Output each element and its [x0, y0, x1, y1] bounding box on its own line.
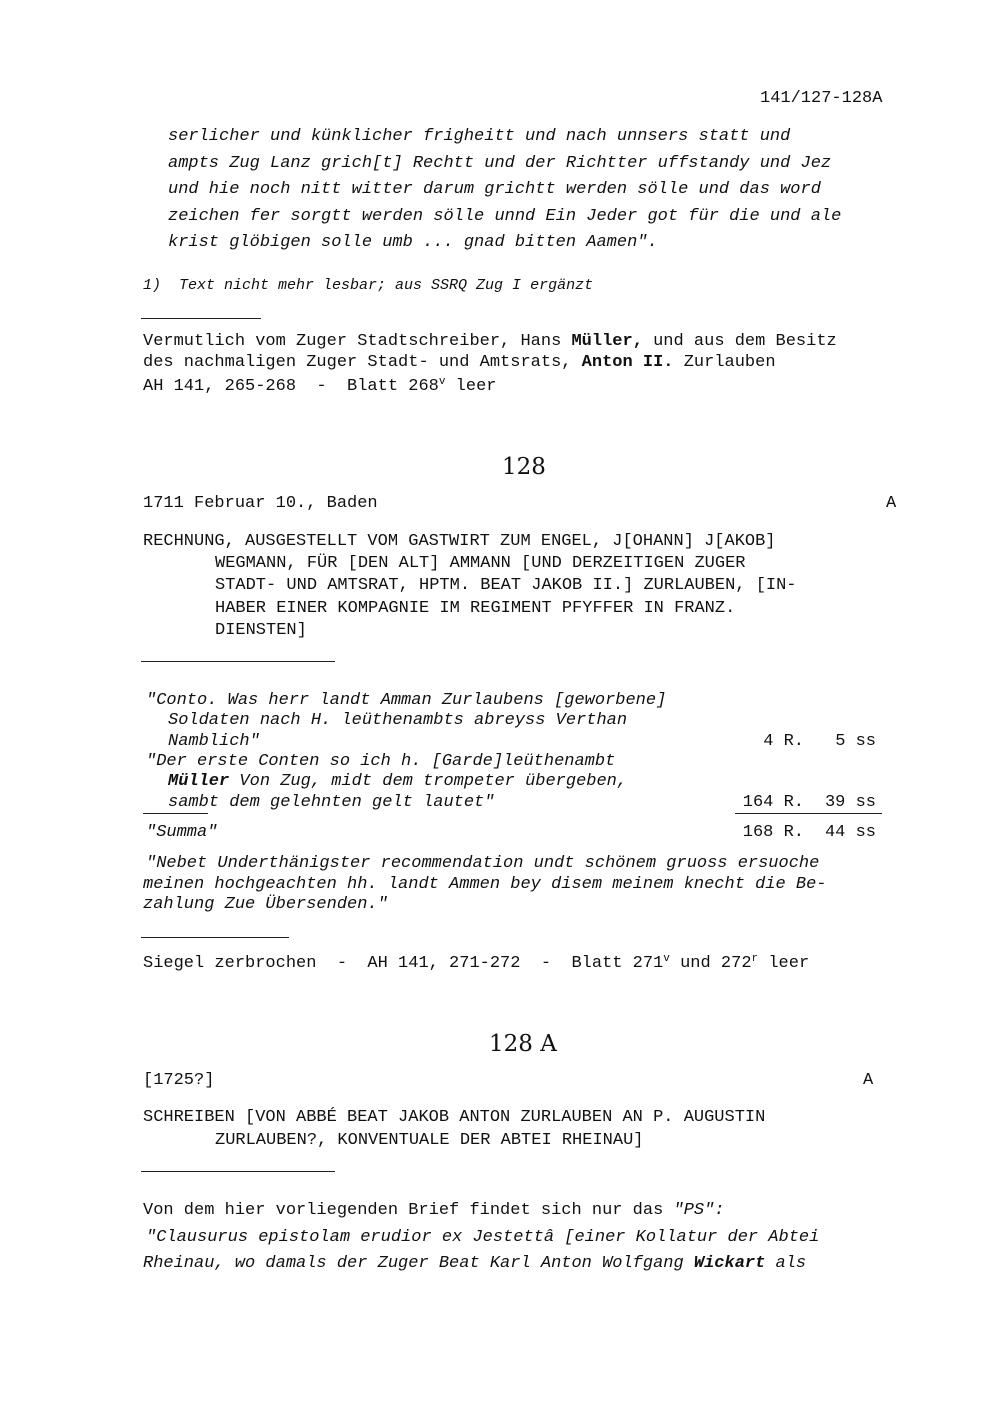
document-number-128: 128	[502, 454, 546, 480]
document-letter: A	[863, 1071, 874, 1090]
account-entry-line: "Der erste Conten so ich h. [Garde]leüthenambt	[146, 752, 616, 771]
title-line: RECHNUNG, AUSGESTELLT VOM GASTWIRT ZUM ENGEL, J[OHANN] J[AKOB]	[143, 532, 776, 551]
sum-reichstaler: 168 R.	[742, 823, 804, 842]
quote-line: serlicher und künklicher frigheitt und nach unnsers statt und	[168, 127, 791, 146]
quote-line: und hie noch nitt witter darum grichtt werden sölle und das word	[168, 180, 821, 199]
title-line: WEGMANN, FÜR [DEN ALT] AMMANN [UND DERZEITIGEN ZUGER	[215, 554, 746, 573]
account-entry-line: Namblich"	[168, 732, 260, 751]
latin-line: Rheinau, wo damals der Zuger Beat Karl Anton Wolfgang Wickart als	[143, 1254, 807, 1273]
title-line: ZURLAUBEN?, KONVENTUALE DER ABTEI RHEINAU]	[215, 1131, 644, 1150]
page-reference: 141/127-128A	[760, 89, 883, 108]
quote-line: "Nebet Underthänigster recommendation undt schönem gruoss ersuoche	[146, 854, 820, 873]
underline-rule	[143, 813, 208, 814]
account-entry-line: sambt dem gelehnten gelt lautet"	[168, 793, 495, 812]
document-number-128a: 128 A	[489, 1031, 557, 1057]
title-line: STADT- UND AMTSRAT, HPTM. BEAT JAKOB II.] ZURLAUBEN, [IN-	[215, 576, 797, 595]
section-divider	[141, 318, 261, 319]
account-entry-line: "Conto. Was herr landt Amman Zurlaubens [geworbene]	[146, 691, 667, 710]
section-divider	[141, 937, 289, 938]
sum-rule	[735, 813, 882, 814]
quote-line: zeichen fer sorgtt werden sölle unnd Ein Jeder got für die und ale	[168, 207, 842, 226]
note-line: Vermutlich vom Zuger Stadtschreiber, Hans Müller, und aus dem Besitz	[143, 332, 837, 351]
account-entry-line: Müller Von Zug, midt dem trompeter übergeben,	[168, 772, 628, 791]
quote-line: zahlung Zue Übersenden."	[143, 895, 388, 914]
quote-line: krist glöbigen solle umb ... gnad bitten Aamen".	[168, 233, 658, 252]
note-line: des nachmaligen Zuger Stadt- und Amtsrats, Anton II. Zurlauben	[143, 353, 776, 372]
latin-line: "Clausurus epistolam erudior ex Jestettâ [einer Kollatur der Abtei	[146, 1228, 820, 1247]
section-divider	[141, 661, 335, 662]
document-letter: A	[886, 494, 897, 513]
amount-reichstaler: 164 R.	[742, 793, 804, 812]
title-line: SCHREIBEN [VON ABBÉ BEAT JAKOB ANTON ZURLAUBEN AN P. AUGUSTIN	[143, 1108, 766, 1127]
account-entry-line: Soldaten nach H. leüthenambts abreyss Verthan	[168, 711, 628, 730]
quote-line: meinen hochgeachten hh. landt Ammen bey disem meinem knecht die Be-	[143, 875, 827, 894]
amount-schilling: 5 ss	[835, 732, 876, 751]
footnote: 1) Text nicht mehr lesbar; aus SSRQ Zug I ergänzt	[143, 277, 594, 294]
title-line: DIENSTEN]	[215, 621, 307, 640]
quote-line: ampts Zug Lanz grich[t] Rechtt und der Richtter uffstandy und Jez	[168, 154, 832, 173]
section-divider	[141, 1171, 335, 1172]
document-date: 1711 Februar 10., Baden	[143, 494, 378, 513]
seal-note: Siegel zerbrochen - AH 141, 271-272 - Blatt 271$^v$ und 272$^r$ leer	[143, 953, 810, 973]
summa-label: "Summa"	[146, 823, 218, 842]
amount-schilling: 39 ss	[824, 793, 876, 812]
sum-schilling: 44 ss	[824, 823, 876, 842]
document-date: [1725?]	[143, 1071, 215, 1090]
amount-reichstaler: 4 R.	[763, 732, 804, 751]
intro-line: Von dem hier vorliegenden Brief findet sich nur das "PS":	[143, 1201, 725, 1220]
title-line: HABER EINER KOMPAGNIE IM REGIMENT PFYFFER IN FRANZ.	[215, 599, 736, 618]
note-line: AH 141, 265-268 - Blatt 268$^v$ leer	[143, 376, 497, 396]
